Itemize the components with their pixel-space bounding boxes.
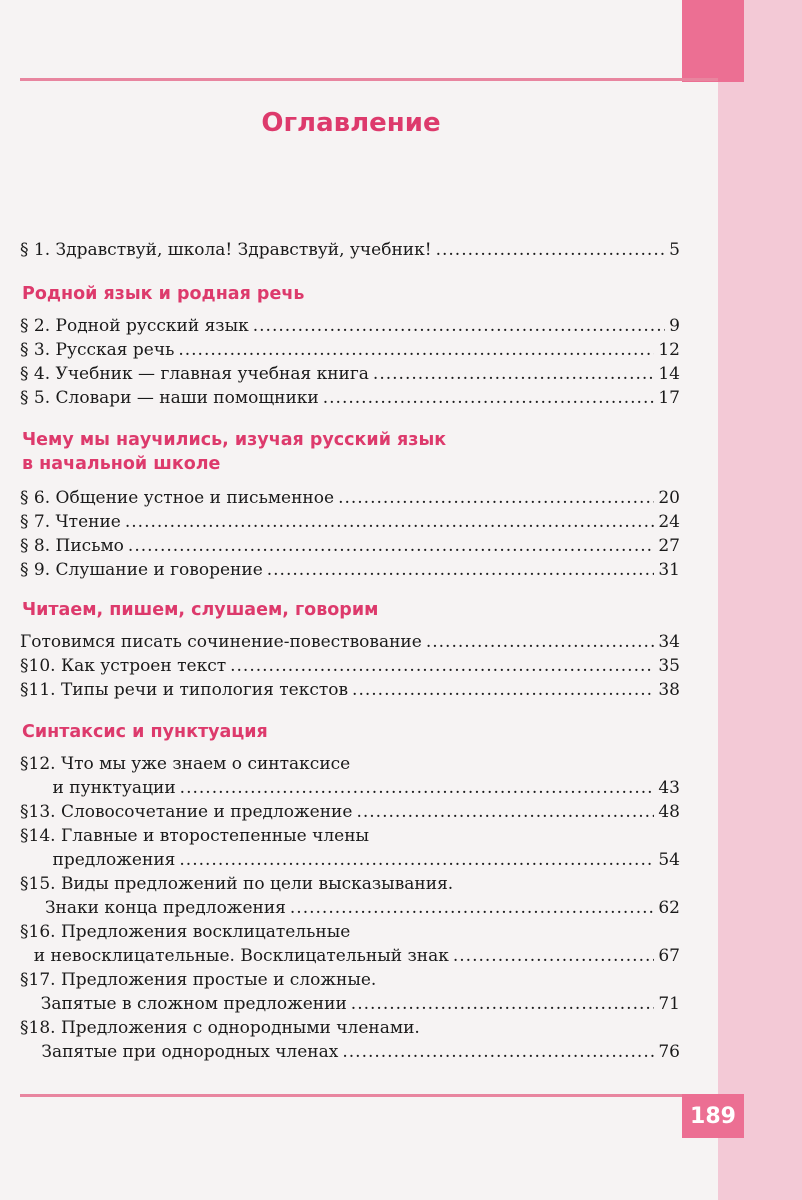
top-rule bbox=[20, 78, 718, 81]
dot-leader bbox=[253, 314, 665, 338]
toc-entry[interactable] bbox=[20, 776, 680, 800]
entry-label: Запятые в сложном предложении bbox=[40, 994, 347, 1014]
page-title: Оглавление bbox=[261, 108, 441, 138]
entry-label: § 1. Здравствуй, школа! Здравствуй, учебник! bbox=[20, 240, 432, 260]
side-color-strip bbox=[718, 0, 802, 1200]
bottom-rule bbox=[20, 1094, 718, 1097]
dot-leader bbox=[179, 848, 654, 872]
toc-entry-line1[interactable]: §18. Предложения с однородными членами. bbox=[20, 1018, 420, 1038]
toc-entry[interactable] bbox=[20, 800, 680, 824]
dot-leader bbox=[267, 558, 655, 582]
dot-leader bbox=[351, 992, 655, 1016]
entry-page: 24 bbox=[658, 512, 680, 532]
entry-label: § 5. Словари — наши помощники bbox=[20, 388, 319, 408]
toc-entry-line1[interactable]: §14. Главные и второстепенные члены bbox=[20, 826, 370, 846]
entry-page: 5 bbox=[669, 240, 680, 260]
entry-page: 48 bbox=[658, 802, 680, 822]
dot-leader bbox=[426, 630, 655, 654]
entry-label: и пунктуации bbox=[52, 778, 176, 798]
toc-entry[interactable] bbox=[20, 238, 680, 262]
entry-label: §13. Словосочетание и предложение bbox=[20, 802, 353, 822]
section-heading: Синтаксис и пунктуация bbox=[22, 722, 268, 742]
toc-entry[interactable] bbox=[20, 992, 680, 1016]
dot-leader bbox=[125, 510, 655, 534]
entry-label: и невосклицательные. Восклицательный знак bbox=[33, 946, 449, 966]
entry-label: Готовимся писать сочинение-повествование bbox=[20, 632, 422, 652]
entry-label: предложения bbox=[52, 850, 176, 870]
toc-entry[interactable] bbox=[20, 338, 680, 362]
dot-leader bbox=[323, 386, 655, 410]
dot-leader bbox=[373, 362, 654, 386]
page-number: 189 bbox=[682, 1094, 744, 1138]
toc-entry[interactable] bbox=[20, 386, 680, 410]
entry-label: § 2. Родной русский язык bbox=[20, 316, 249, 336]
toc-entry[interactable] bbox=[20, 486, 680, 510]
entry-page: 76 bbox=[658, 1042, 680, 1062]
toc-entry-line1[interactable]: §16. Предложения восклицательные bbox=[20, 922, 351, 942]
entry-page: 67 bbox=[658, 946, 680, 966]
dot-leader bbox=[128, 534, 654, 558]
section-heading: Родной язык и родная речь bbox=[22, 284, 305, 304]
entry-page: 27 bbox=[658, 536, 680, 556]
entry-page: 71 bbox=[658, 994, 680, 1014]
entry-page: 20 bbox=[658, 488, 680, 508]
toc-entry[interactable] bbox=[20, 362, 680, 386]
toc-entry[interactable] bbox=[20, 1040, 680, 1064]
toc-entry[interactable] bbox=[20, 944, 680, 968]
dot-leader bbox=[352, 678, 654, 702]
entry-label: § 8. Письмо bbox=[20, 536, 124, 556]
toc-entry[interactable] bbox=[20, 314, 680, 338]
entry-label: § 7. Чтение bbox=[20, 512, 121, 532]
entry-label: § 9. Слушание и говорение bbox=[20, 560, 263, 580]
top-color-tab bbox=[682, 0, 744, 82]
entry-page: 9 bbox=[669, 316, 680, 336]
entry-page: 34 bbox=[658, 632, 680, 652]
entry-page: 43 bbox=[658, 778, 680, 798]
section-heading-cont: в начальной школе bbox=[22, 454, 221, 474]
entry-page: 12 bbox=[658, 340, 680, 360]
entry-page: 31 bbox=[658, 560, 680, 580]
entry-label: § 3. Русская речь bbox=[20, 340, 175, 360]
section-heading: Чему мы научились, изучая русский язык bbox=[22, 430, 447, 450]
entry-page: 38 bbox=[658, 680, 680, 700]
dot-leader bbox=[453, 944, 654, 968]
entry-label: Запятые при однородных членах bbox=[41, 1042, 339, 1062]
toc-entry[interactable] bbox=[20, 678, 680, 702]
dot-leader bbox=[342, 1040, 654, 1064]
dot-leader bbox=[178, 338, 654, 362]
entry-page: 54 bbox=[658, 850, 680, 870]
entry-label: §10. Как устроен текст bbox=[20, 656, 227, 676]
entry-page: 17 bbox=[658, 388, 680, 408]
dot-leader bbox=[356, 800, 654, 824]
dot-leader bbox=[180, 776, 655, 800]
entry-page: 14 bbox=[658, 364, 680, 384]
toc-entry[interactable] bbox=[20, 848, 680, 872]
entry-page: 35 bbox=[658, 656, 680, 676]
toc-entry[interactable] bbox=[20, 654, 680, 678]
toc-entry[interactable] bbox=[20, 896, 680, 920]
toc-entry[interactable] bbox=[20, 630, 680, 654]
toc-entry[interactable] bbox=[20, 534, 680, 558]
section-heading: Читаем, пишем, слушаем, говорим bbox=[22, 600, 379, 620]
entry-label: §11. Типы речи и типология текстов bbox=[20, 680, 349, 700]
entry-page: 62 bbox=[658, 898, 680, 918]
toc-entry-line1[interactable]: §17. Предложения простые и сложные. bbox=[20, 970, 377, 990]
toc-entry-line1[interactable]: §15. Виды предложений по цели высказывания. bbox=[20, 874, 454, 894]
dot-leader bbox=[338, 486, 654, 510]
entry-label: § 6. Общение устное и письменное bbox=[20, 488, 335, 508]
toc-entry[interactable] bbox=[20, 510, 680, 534]
toc-entry-line1[interactable]: §12. Что мы уже знаем о синтаксисе bbox=[20, 754, 351, 774]
dot-leader bbox=[290, 896, 654, 920]
dot-leader bbox=[230, 654, 654, 678]
entry-label: § 4. Учебник — главная учебная книга bbox=[20, 364, 369, 384]
toc-entry[interactable] bbox=[20, 558, 680, 582]
entry-label: Знаки конца предложения bbox=[44, 898, 286, 918]
dot-leader bbox=[436, 238, 666, 262]
